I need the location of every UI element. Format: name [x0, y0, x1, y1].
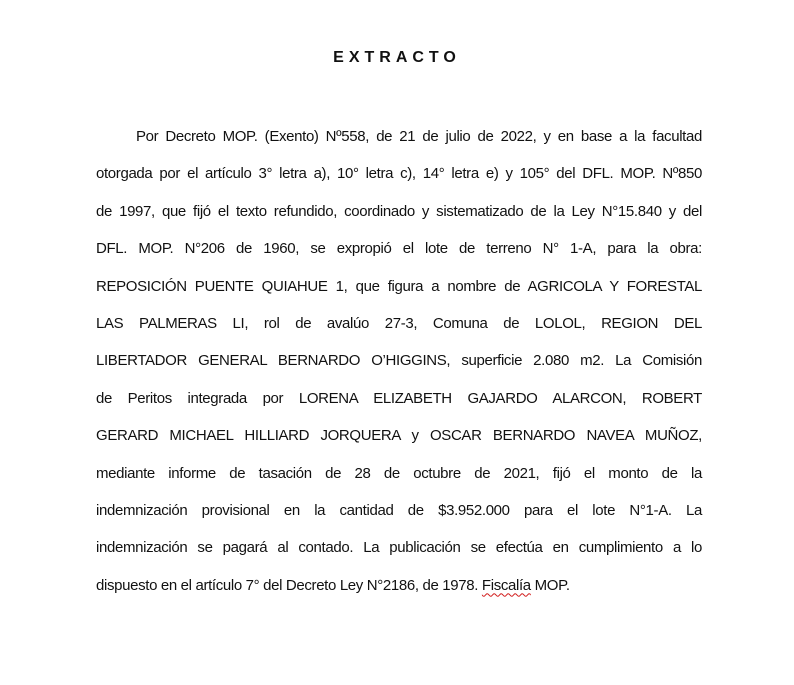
- body-line: de Peritos integrada por LORENA ELIZABETH GAJARDO ALARCON, ROBERT: [96, 389, 702, 407]
- last-line-prefix: dispuesto en el artículo 7° del Decreto Ley N°2186, de 1978.: [96, 576, 482, 594]
- body-line: LAS PALMERAS LI, rol de avalúo 27-3, Comuna de LOLOL, REGION DEL: [96, 314, 702, 332]
- body-line: indemnización se pagará al contado. La publicación se efectúa en cumplimiento a lo: [96, 539, 702, 557]
- body-line: indemnización provisional en la cantidad de $3.952.000 para el lote N°1-A. La: [96, 501, 702, 519]
- body-line: Por Decreto MOP. (Exento) Nº558, de 21 de julio de 2022, y en base a la facultad: [136, 128, 702, 145]
- document-body: [96, 118, 702, 604]
- body-line: LIBERTADOR GENERAL BERNARDO O’HIGGINS, superficie 2.080 m2. La Comisión: [96, 352, 702, 370]
- body-line: de 1997, que fijó el texto refundido, coordinado y sistematizado de la Ley N°15.840 y del: [96, 202, 702, 220]
- body-line: REPOSICIÓN PUENTE QUIAHUE 1, que figura a nombre de AGRICOLA Y FORESTAL: [96, 277, 702, 295]
- spellcheck-flagged-word[interactable]: Fiscalía: [481, 576, 531, 594]
- body-line-last: [96, 567, 702, 604]
- document-title: EXTRACTO: [333, 49, 461, 66]
- body-line: mediante informe de tasación de 28 de octubre de 2021, fijó el monto de la: [96, 464, 702, 482]
- body-line: DFL. MOP. N°206 de 1960, se expropió el lote de terreno N° 1-A, para la obra:: [96, 240, 702, 258]
- body-line: otorgada por el artículo 3° letra a), 10° letra c), 14° letra e) y 105° del DFL. MOP. Nº850: [96, 165, 702, 183]
- last-line-suffix: MOP.: [530, 576, 570, 594]
- body-line: GERARD MICHAEL HILLIARD JORQUERA y OSCAR BERNARDO NAVEA MUÑOZ,: [96, 427, 702, 445]
